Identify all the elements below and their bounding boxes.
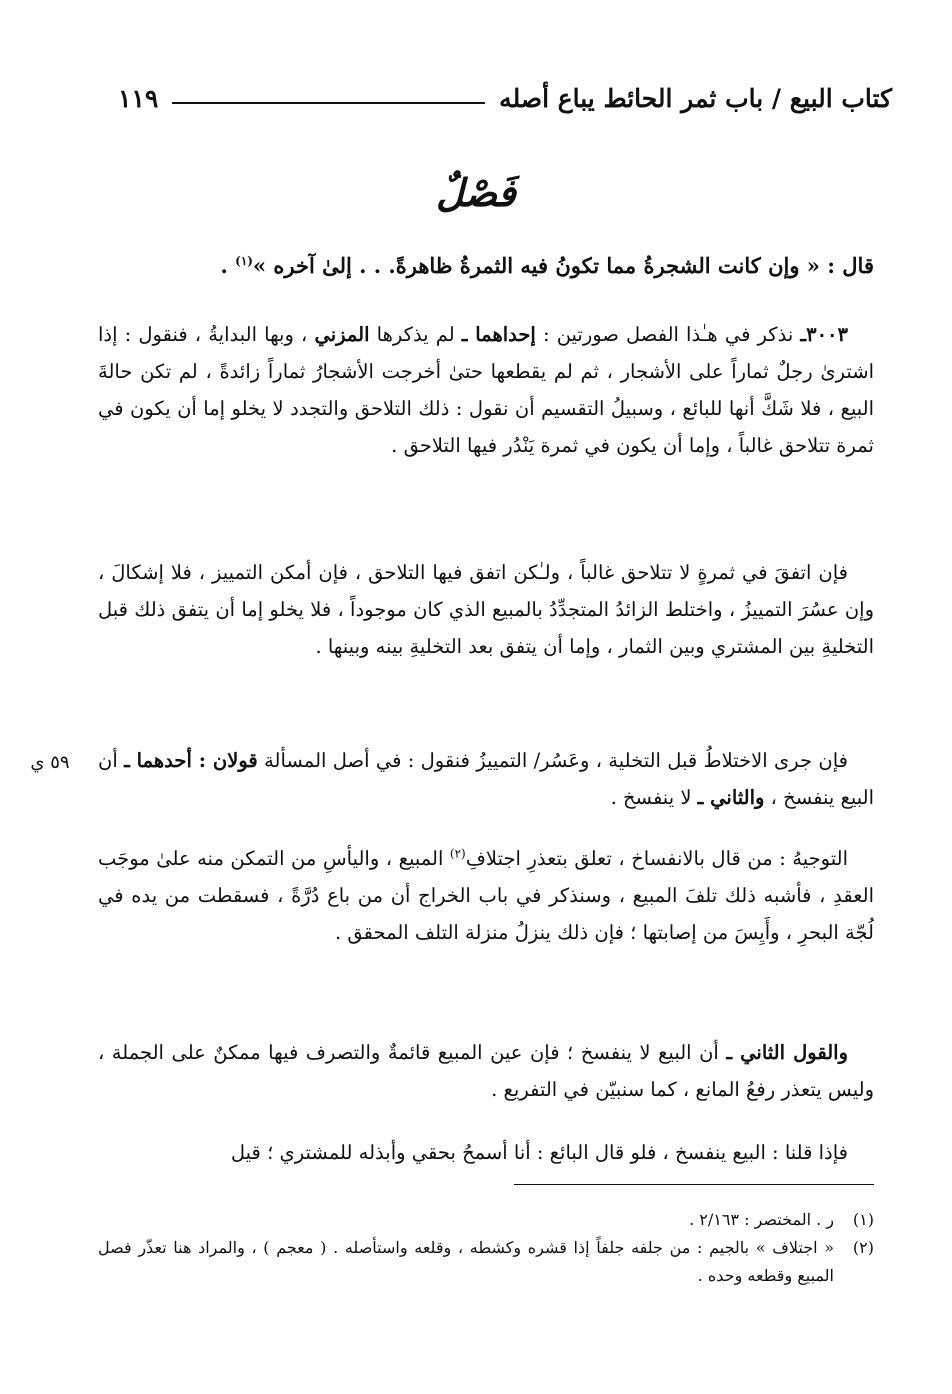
p3-text-3: لا ينفسخ . — [610, 786, 698, 809]
footnote-number: (١) — [852, 1210, 874, 1229]
running-title: كتاب البيع / باب ثمر الحائط يباع أصله — [499, 83, 892, 113]
p1-text-2: لم يذكرها — [369, 323, 462, 346]
paragraph-3 — [98, 742, 874, 816]
paragraph-5 — [98, 1034, 874, 1108]
quote-line — [98, 246, 874, 286]
paragraph-4 — [98, 840, 874, 951]
p1-text-1: نذكر في هـٰذا الفصل صورتين : — [535, 323, 801, 346]
quote-tail: . — [220, 253, 236, 278]
p3-text-1: فإن جرى الاختلاطُ قبل التخلية ، وعَسُر/ التمييزُ فنقول : في أصل المسألة — [257, 749, 848, 772]
p2-text: فإن اتفقَ في ثمرةٍ لا تتلاحق غالباً ، ولـٰكن اتفق فيها التلاحق ، فإن أمكن التمييز ، فلا إشكالَ ، وإن عسُرَ التمييزُ ، واختلط الزائدُ المتجدِّدُ بالمبيع الذي كان موجوداً ، فلا يخلو إما أن يتفق ذلك قبل التخليةِ بين المشتري وبين الثمار ، وإما أن يتفق بعد التخليةِ بينه وبينها . — [98, 561, 874, 658]
footnote-number: (٢) — [852, 1238, 874, 1257]
p3-text-2: أن البيع ينفسخ ، — [98, 749, 874, 809]
p4-text-1: التوجيهُ : من قال بالانفساخ ، تعلق بتعذرِ اجتلافِ — [465, 847, 848, 870]
issue-number: ٣٠٠٣ـ — [800, 323, 849, 346]
p1-text-3: ، وبها البدايةُ ، فنقول : إذا اشترىٰ رجلٌ ثماراً على الأشجار ، ثم لم يقطعها حتىٰ أخرجت الأشجارُ ثماراً زائدةً ، لم تكن حالةَ البيع ، فلا شَكَّ أنها للبائع ، وسبيلُ التقسيم أن نقول : ذلك التلاحق والتجدد لا يخلو إما أن يكون في ثمرة تتلاحق غالباً ، وإما أن يكون في ثمرة يَنْدُر فيها التلاحق . — [98, 323, 874, 457]
footnote-text: « اجتلاف » بالجيم : من جلفه جلفاً إذا قشره وكشطه ، وقلعه واستأصله . ( معجم ) ، والمراد هنا تعذّر فصل المبيع وقطعه وحده . — [98, 1238, 834, 1285]
page-number: ١١٩ — [118, 83, 159, 113]
footnote-mark-2: (٢) — [449, 846, 466, 861]
p5-bold-1: والقول الثاني ـ — [726, 1041, 848, 1064]
paragraph-1 — [98, 316, 874, 464]
p1-bold-1: إحداهما ـ — [461, 323, 536, 346]
paragraph-6 — [98, 1134, 874, 1171]
running-header — [118, 78, 892, 118]
p4-text-2: المبيع ، واليأسِ من التمكن منه علىٰ موجَب العقدِ ، فأشبه ذلك تلفَ المبيع ، وسنذكر في باب الخراج أن من باع دُرَّةً ، فسقطت من يده في لُجّة البحرِ ، وأَيِسَ من إصابتها ؛ فإن ذلك ينزلُ منزلة التلف المحقق . — [98, 847, 874, 944]
p3-bold-2: والثاني ـ — [697, 786, 765, 809]
p1-bold-2: المزني — [314, 323, 370, 346]
footnotes — [98, 1206, 874, 1290]
footnote-2 — [98, 1234, 874, 1290]
footnote-rule — [514, 1184, 874, 1185]
quote-text: قال : « وإن كانت الشجرةُ مما تكونُ فيه الثمرةُ ظاهرةً. . . إلىٰ آخره » — [252, 253, 874, 278]
footnote-1 — [98, 1206, 874, 1234]
p3-bold-1: قولان : أحدهما ـ — [124, 749, 258, 772]
section-heading: فَصْلٌ — [436, 170, 516, 215]
p5-text-1: أن البيع لا ينفسخ ؛ فإن عين المبيع قائمةٌ والتصرف فيها ممكنٌ على الجملة ، وليس يتعذر رفعُ المانع ، كما سنبيّن في التفريع . — [98, 1041, 874, 1101]
footnote-mark-1: (١) — [235, 254, 253, 268]
footnote-text: ر . المختصر : ٢/١٦٣ . — [689, 1210, 834, 1229]
paragraph-2 — [98, 554, 874, 665]
header-rule — [172, 102, 485, 104]
margin-manuscript-marker: ٥٩ ي — [30, 752, 70, 773]
p6-text: فإذا قلنا : البيع ينفسخ ، فلو قال البائع : أنا أسمحُ بحقي وأبذله للمشتري ؛ قيل — [230, 1141, 848, 1164]
